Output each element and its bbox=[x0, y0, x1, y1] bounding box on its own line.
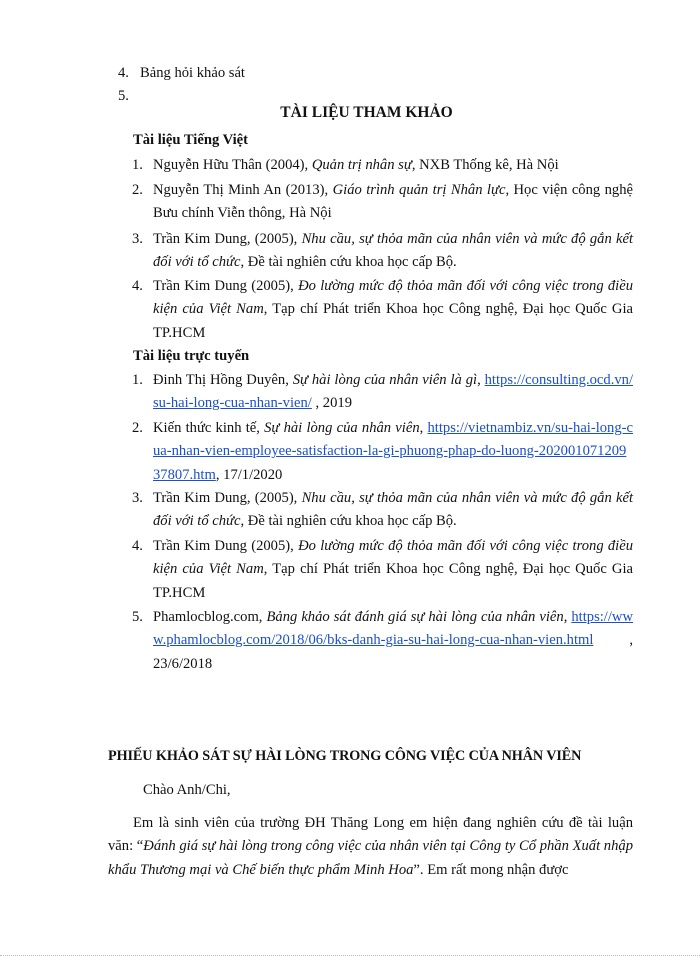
page-break-divider bbox=[0, 955, 700, 956]
ref-date: , 17/1/2020 bbox=[215, 466, 283, 483]
intro-text-end: ”. Em rất mong nhận được bbox=[413, 861, 569, 878]
list-number: 2. bbox=[132, 420, 143, 436]
online-heading: Tài liệu trực tuyến bbox=[133, 348, 250, 364]
survey-greeting: Chào Anh/Chi, bbox=[143, 782, 231, 798]
reference-item bbox=[132, 275, 634, 345]
ref-source: , Đề tài nghiên cứu khoa học cấp Bộ. bbox=[240, 254, 457, 271]
survey-title: PHIẾU KHẢO SÁT SỰ HÀI LÒNG TRONG CÔNG VIỆC CỦA NHÂN VIÊN bbox=[108, 748, 582, 764]
ref-title: Nhu cầu, sự thỏa mãn của nhân viên và mức độ gắn kết đối với tổ chức bbox=[153, 490, 633, 530]
reference-item bbox=[132, 228, 633, 275]
list-number: 1. bbox=[132, 372, 143, 388]
ref-title: Giáo trình quản trị Nhân lực bbox=[332, 182, 506, 198]
ref-author: Trần Kim Dung (2005), bbox=[153, 278, 299, 294]
ref-separator: , bbox=[419, 420, 428, 436]
ref-source: , Tạp chí Phát triển Khoa học Công nghệ, Đại học Quốc Gia TP.HCM bbox=[153, 301, 633, 341]
ref-title: Bảng khảo sát đánh giá sự hài lòng của nhân viên bbox=[266, 609, 564, 625]
ref-source: , Đề tài nghiên cứu khoa học cấp Bộ. bbox=[240, 513, 457, 530]
list-number: 4. bbox=[118, 65, 129, 81]
ref-separator: , bbox=[563, 609, 572, 625]
list-number: 3. bbox=[132, 231, 143, 247]
list-number: 5. bbox=[118, 88, 129, 104]
ref-source: , NXB Thống kê, Hà Nội bbox=[411, 157, 559, 173]
ref-source: , Tạp chí Phát triển Khoa học Công nghệ, Đại học Quốc Gia TP.HCM bbox=[153, 561, 633, 601]
list-number: 1. bbox=[132, 157, 143, 173]
reference-item bbox=[132, 417, 633, 487]
ref-title: Nhu cầu, sự thỏa mãn của nhân viên và mức độ gắn kết đối với tổ chức bbox=[153, 231, 633, 271]
reference-item bbox=[132, 487, 633, 534]
list-number: 3. bbox=[132, 490, 143, 506]
ref-author: Kiến thức kinh tế, bbox=[153, 420, 265, 436]
reference-item bbox=[132, 535, 634, 605]
ref-author: Trần Kim Dung (2005), bbox=[153, 538, 299, 554]
ref-author: Nguyễn Thị Minh An (2013), bbox=[153, 182, 333, 198]
list-number: 2. bbox=[132, 182, 143, 198]
reference-item bbox=[132, 179, 633, 226]
ref-url-link[interactable]: https://vietnambiz.vn/su-hai-long-cua-nhan-vien-employee-satisfaction-la-gi-phuong-phap-do-luong-20200107120937807.htm bbox=[153, 420, 633, 483]
ref-author: Trần Kim Dung, (2005), bbox=[153, 231, 302, 247]
ref-author: Phamlocblog.com, bbox=[153, 609, 267, 625]
ref-title: Đo lường mức độ thỏa mãn đối với công việc trong điều kiện của Việt Nam bbox=[153, 538, 634, 578]
ref-separator: , bbox=[477, 372, 485, 388]
ref-date: , 23/6/2018 bbox=[153, 632, 633, 672]
intro-text: Em là sinh viên của trường ĐH Thăng Long em hiện đang nghiên cứu đề tài luận văn: “ bbox=[108, 815, 633, 855]
ref-title: Đo lường mức độ thỏa mãn đối với công việc trong điều kiện của Việt Nam bbox=[153, 278, 634, 318]
ref-date: , 2019 bbox=[311, 395, 352, 412]
ref-url-link[interactable]: https://www.phamlocblog.com/2018/06/bks-danh-gia-su-hai-long-cua-nhan-vien.html bbox=[153, 609, 633, 649]
ref-title: Quản trị nhân sự bbox=[311, 157, 412, 173]
references-title: TÀI LIỆU THAM KHẢO bbox=[280, 104, 453, 121]
ref-source: , Học viện công nghệ Bưu chính Viễn thông, Hà Nội bbox=[153, 182, 633, 222]
ref-author: Nguyễn Hữu Thân (2004), bbox=[153, 157, 312, 173]
ref-title: Sự hài lòng của nhân viên bbox=[264, 420, 420, 436]
survey-intro-paragraph bbox=[108, 812, 633, 882]
reference-item bbox=[132, 606, 633, 676]
ref-title: Sự hài lòng của nhân viên là gì bbox=[292, 372, 478, 388]
ref-url-link[interactable]: https://consulting.ocd.vn/su-hai-long-cua-nhan-vien/ bbox=[153, 372, 633, 412]
ref-author: Đinh Thị Hồng Duyên, bbox=[153, 372, 293, 388]
list-text: Bảng hỏi khảo sát bbox=[140, 65, 245, 81]
list-number: 4. bbox=[132, 538, 143, 554]
list-number: 4. bbox=[132, 278, 143, 294]
top-list-item-4 bbox=[118, 62, 245, 85]
ref-author: Trần Kim Dung, (2005), bbox=[153, 490, 302, 506]
thesis-title: Đánh giá sự hài lòng trong công việc của nhân viên tại Công ty Cổ phần Xuất nhập khẩu Thương mại và Chế biến thực phẩm Minh Hoa bbox=[108, 838, 633, 878]
reference-item bbox=[132, 154, 633, 177]
list-number: 5. bbox=[132, 609, 143, 625]
reference-item bbox=[132, 369, 633, 416]
vietnamese-heading: Tài liệu Tiếng Việt bbox=[133, 132, 249, 148]
